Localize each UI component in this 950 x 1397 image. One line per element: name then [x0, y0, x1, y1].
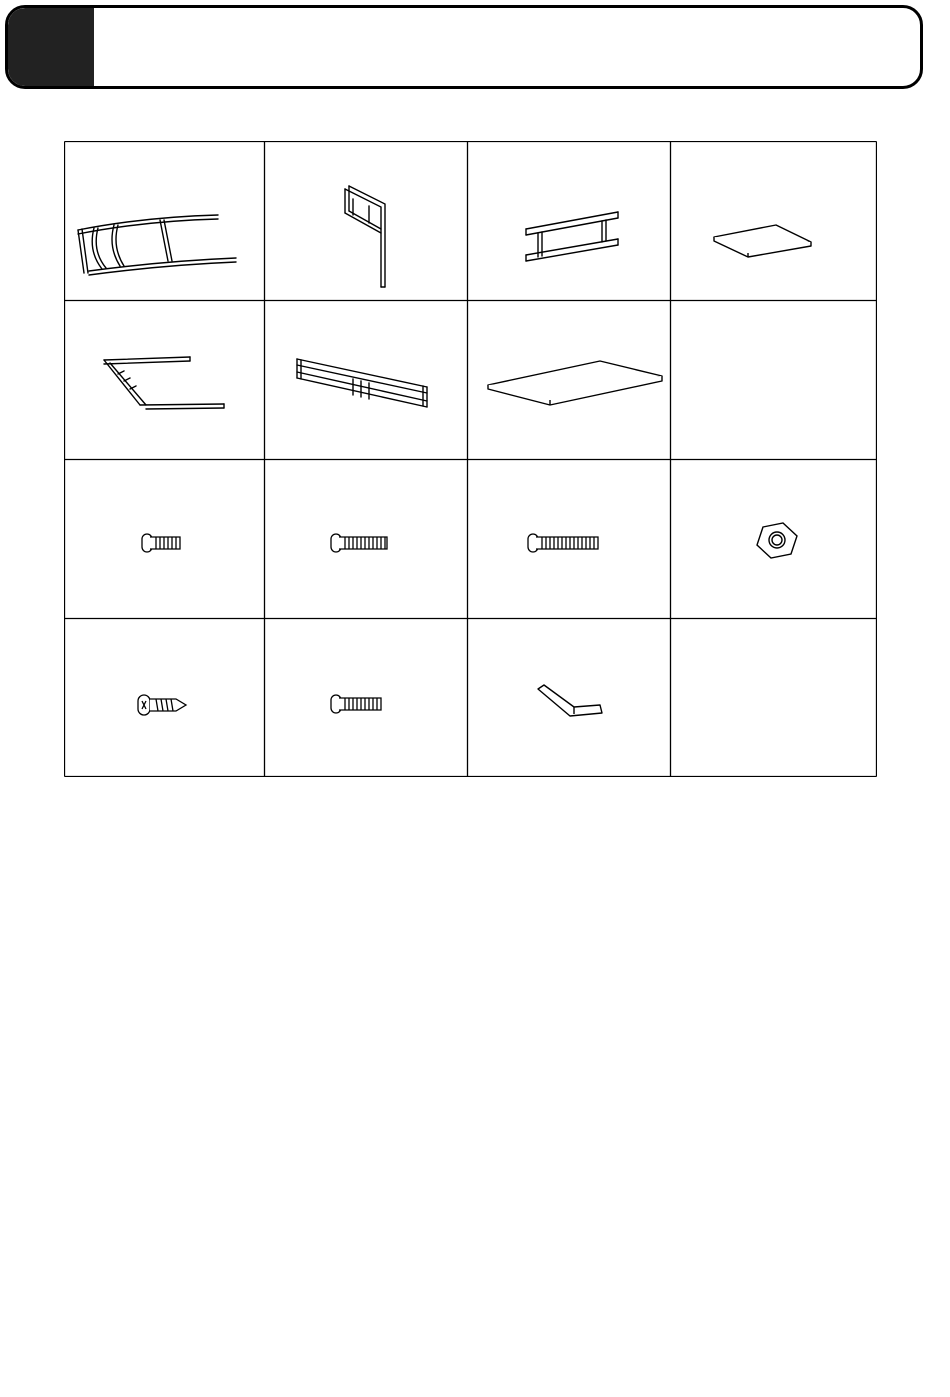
section-header-banner — [5, 5, 923, 89]
empty-part-cell — [671, 619, 876, 777]
part-cell — [64, 141, 264, 300]
part-cell — [265, 301, 467, 459]
part-cell — [468, 460, 670, 618]
part-cell — [671, 460, 876, 618]
curved-ladder-frame-icon — [64, 141, 264, 300]
bolt-icon — [265, 619, 467, 777]
bent-side-post-icon — [265, 141, 467, 300]
wood-screw-icon — [64, 619, 264, 777]
medium-bolt-icon — [265, 460, 467, 618]
part-cell — [64, 619, 264, 777]
part-cell — [468, 619, 670, 777]
part-cell — [64, 460, 264, 618]
part-cell — [468, 141, 670, 300]
part-cell — [468, 301, 670, 459]
large-panel-icon — [468, 301, 670, 459]
part-cell — [671, 141, 876, 300]
allen-key-icon — [468, 619, 670, 777]
u-shaped-leg-frame-icon — [64, 301, 264, 459]
part-cell — [64, 301, 264, 459]
empty-part-cell — [671, 301, 876, 459]
parts-grid — [64, 141, 877, 777]
small-panel-icon — [671, 141, 876, 300]
h-bracket-frame-icon — [468, 141, 670, 300]
part-cell — [265, 460, 467, 618]
long-brace-bar-icon — [265, 301, 467, 459]
long-bolt-icon — [468, 460, 670, 618]
part-cell — [265, 141, 467, 300]
short-bolt-icon — [64, 460, 264, 618]
hex-nut-icon — [671, 460, 876, 618]
section-number-block — [8, 8, 94, 86]
part-cell — [265, 619, 467, 777]
